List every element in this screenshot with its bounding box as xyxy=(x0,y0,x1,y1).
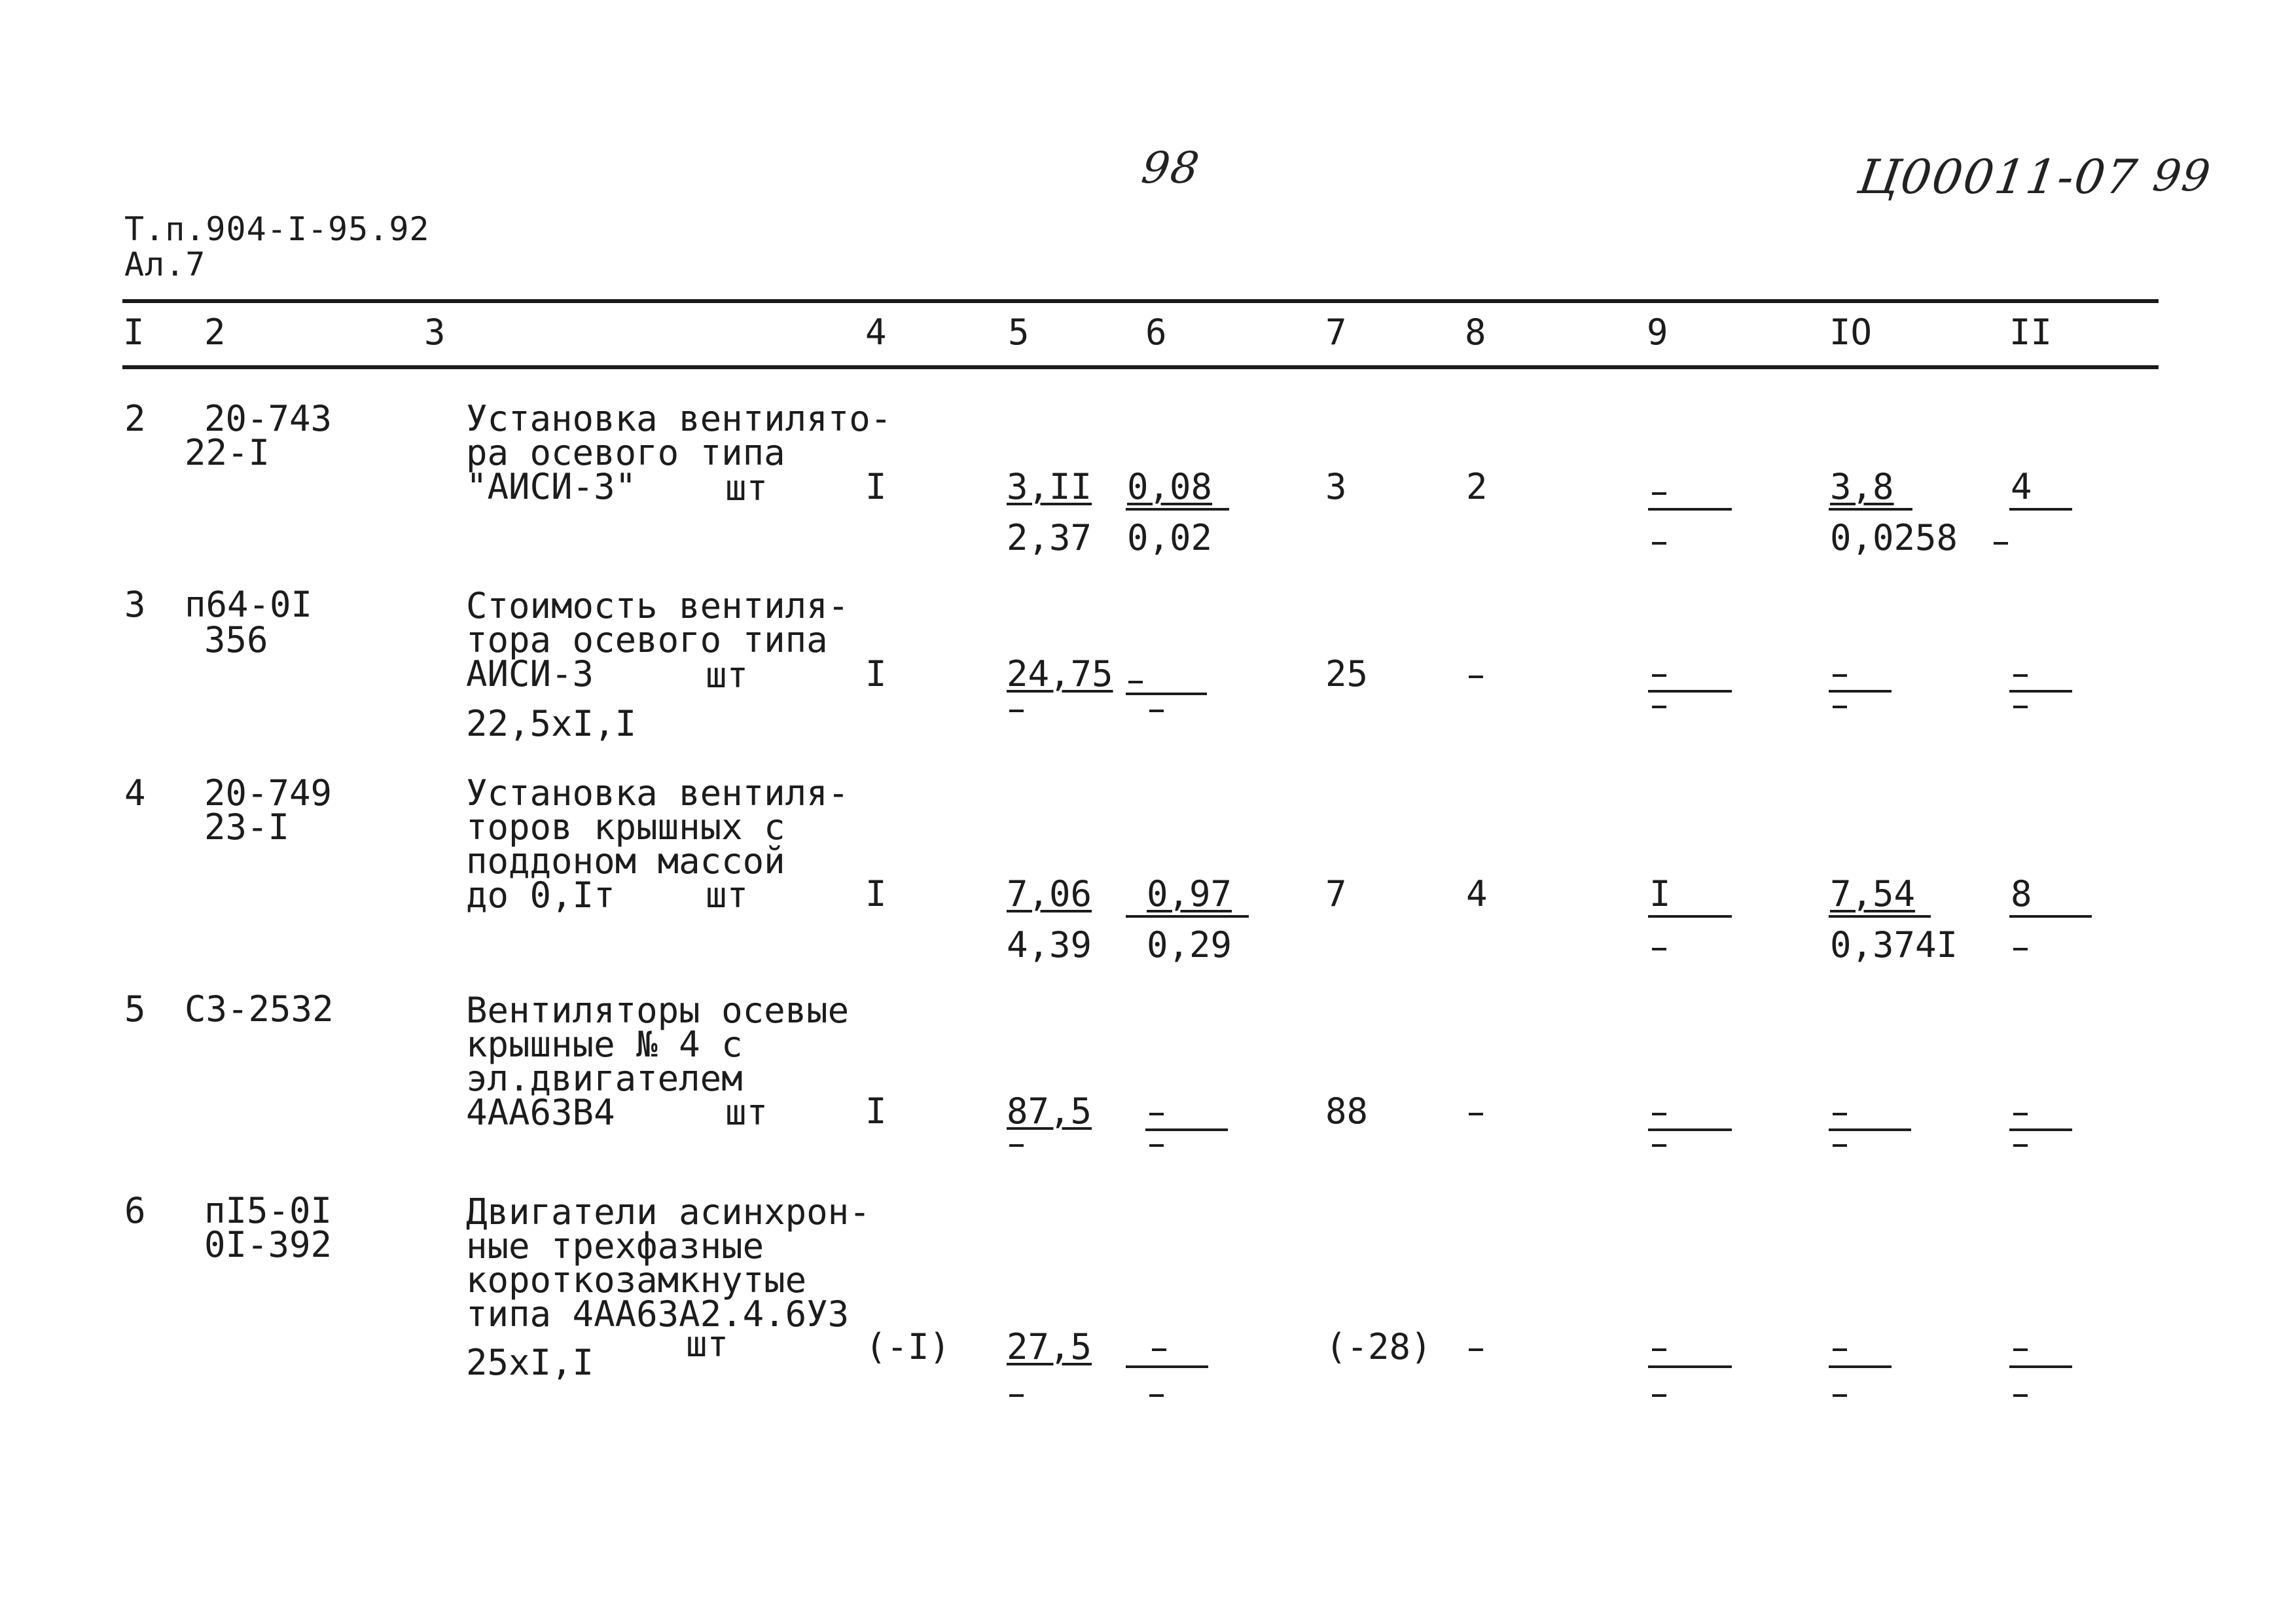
col8-value: 2 xyxy=(1466,466,1488,507)
fraction-bar xyxy=(1829,690,1892,693)
column-number-9: 9 xyxy=(1647,312,1668,353)
quantity: I xyxy=(865,1091,887,1132)
fraction-bar xyxy=(1829,915,1931,918)
col7-value: 25 xyxy=(1325,653,1369,695)
fraction-bar xyxy=(1829,508,1912,511)
col7-value: (-28) xyxy=(1325,1326,1432,1367)
unit-of-measure: шт xyxy=(725,467,768,509)
row-number: 6 xyxy=(124,1190,146,1231)
col6-top-value xyxy=(1152,1348,1166,1351)
col6-top-value xyxy=(1128,681,1143,683)
resource-formula: 25хI,I xyxy=(466,1342,594,1383)
col11-top-value xyxy=(2013,674,2028,677)
fraction-bar xyxy=(2009,1365,2072,1368)
fraction-bar xyxy=(1126,508,1229,511)
fraction-bar xyxy=(1648,508,1732,511)
fraction-bar xyxy=(1126,915,1249,918)
sheet-number: Ал.7 xyxy=(124,245,206,283)
rate-code: С3-2532 xyxy=(185,988,334,1030)
unit-of-measure: шт xyxy=(725,1092,768,1133)
col5-top-value: 87,5 xyxy=(1007,1091,1092,1132)
row-number: 2 xyxy=(124,398,146,439)
col10-top-value: 3,8 xyxy=(1830,466,1894,507)
rate-code: 22-I xyxy=(185,432,270,473)
column-number-11: II xyxy=(2009,312,2053,353)
rate-code: п64-0I xyxy=(185,584,313,625)
col9-bottom-value xyxy=(1652,542,1666,545)
column-number-8: 8 xyxy=(1465,312,1486,353)
fraction-bar xyxy=(1829,1365,1892,1368)
rate-code: 20-743 xyxy=(204,398,332,439)
col10-bottom-value: 0,0258 xyxy=(1830,517,1958,558)
fraction-bar xyxy=(2009,508,2072,511)
resource-formula: 22,5хI,I xyxy=(466,703,637,744)
col10-top-value xyxy=(1833,1113,1847,1115)
col11-bottom-value xyxy=(2013,1144,2028,1147)
work-description: Установка вентиля- торов крышных с поддоном массой до 0,Iт xyxy=(466,772,850,916)
work-description: Вентиляторы осевые крышные № 4 с эл.двигателем 4АА63В4 xyxy=(466,990,850,1133)
page-number-right: 99 xyxy=(2149,151,2215,201)
col5-top-value: 27,5 xyxy=(1007,1326,1092,1367)
col11-top-value xyxy=(2013,1113,2028,1115)
table-top-rule xyxy=(122,299,2159,303)
fraction-bar xyxy=(2009,690,2072,693)
col10-bottom-value: 0,374I xyxy=(1830,924,1958,965)
col9-top-value xyxy=(1652,1113,1666,1115)
rate-code: 356 xyxy=(204,619,268,660)
col5-top-value: 3,II xyxy=(1007,466,1092,507)
col9-top-value xyxy=(1652,492,1666,495)
col11-top-value xyxy=(2013,1348,2028,1351)
column-number-3: 3 xyxy=(424,312,446,353)
col9-bottom-value xyxy=(1652,1394,1666,1397)
col9-bottom-value xyxy=(1652,706,1666,708)
col7-value: 3 xyxy=(1325,466,1347,507)
col6-bottom-value: 0,29 xyxy=(1147,924,1232,965)
fraction-bar xyxy=(1126,1365,1208,1368)
column-number-10: IO xyxy=(1829,312,1873,353)
quantity: I xyxy=(865,873,887,914)
col6-bottom-value xyxy=(1149,710,1164,712)
col10-top-value xyxy=(1833,1348,1847,1351)
project-number: Т.п.904-I-95.92 xyxy=(124,210,430,248)
col11-bottom-value xyxy=(2013,1394,2028,1397)
col9-top-value xyxy=(1652,1348,1666,1351)
col10-bottom-value xyxy=(1833,1394,1847,1397)
col9-bottom-value xyxy=(1652,948,1666,950)
col5-bottom-value: 4,39 xyxy=(1007,924,1092,965)
fraction-bar xyxy=(2009,915,2092,918)
column-number-4: 4 xyxy=(865,312,887,353)
work-description: Двигатели асинхрон- ные трехфазные короткозамкнутые типа 4АА63А2.4.6У3 xyxy=(466,1191,870,1335)
fraction-bar xyxy=(1145,1128,1228,1131)
column-number-2: 2 xyxy=(204,312,226,353)
col6-bottom-value xyxy=(1149,1144,1164,1147)
rate-code: 23-I xyxy=(204,806,290,848)
row-number: 3 xyxy=(124,584,146,625)
col6-top-value xyxy=(1149,1113,1164,1115)
col9-top-value xyxy=(1652,674,1666,677)
fraction-bar xyxy=(1126,693,1207,695)
fraction-bar xyxy=(1648,690,1732,693)
col11-top-value: 4 xyxy=(2011,466,2032,507)
quantity: I xyxy=(865,466,887,507)
unit-of-measure: шт xyxy=(686,1324,729,1365)
column-number-1: I xyxy=(123,312,145,353)
col5-bottom-value xyxy=(1009,1394,1024,1397)
rate-code: 20-749 xyxy=(204,772,332,814)
col5-bottom-value xyxy=(1009,710,1024,712)
col6-top-value: 0,08 xyxy=(1127,466,1213,507)
col6-top-value: 0,97 xyxy=(1147,873,1232,914)
col6-bottom-value xyxy=(1149,1394,1164,1397)
unit-of-measure: шт xyxy=(706,655,749,696)
rate-code: 0I-392 xyxy=(204,1224,332,1265)
quantity: I xyxy=(865,653,887,695)
col11-bottom-value xyxy=(1994,542,2008,545)
col11-bottom-value xyxy=(2013,948,2028,950)
col10-bottom-value xyxy=(1833,1144,1847,1147)
col7-value: 7 xyxy=(1325,873,1347,914)
col8-value xyxy=(1469,1113,1483,1115)
col8-value xyxy=(1469,1348,1483,1351)
col9-top-value: I xyxy=(1649,873,1671,914)
table-header-rule xyxy=(122,365,2159,369)
column-number-7: 7 xyxy=(1325,312,1347,353)
unit-of-measure: шт xyxy=(706,875,749,916)
work-description: Установка вентилято- ра осевого типа "АИСИ-3" xyxy=(466,398,892,507)
col8-value: 4 xyxy=(1466,873,1488,914)
col9-bottom-value xyxy=(1652,1144,1666,1147)
document-code: Ц00011-07 xyxy=(1855,149,2142,204)
column-number-5: 5 xyxy=(1008,312,1030,353)
col10-bottom-value xyxy=(1833,706,1847,708)
col11-top-value: 8 xyxy=(2011,873,2032,914)
quantity: (-I) xyxy=(865,1326,951,1367)
rate-code: пI5-0I xyxy=(204,1190,332,1231)
col10-top-value: 7,54 xyxy=(1830,873,1916,914)
fraction-bar xyxy=(1829,1128,1911,1131)
page-number-left: 98 xyxy=(1138,143,1204,193)
col8-value xyxy=(1469,676,1483,678)
col10-top-value xyxy=(1833,674,1847,677)
col11-bottom-value xyxy=(2013,706,2028,708)
row-number: 5 xyxy=(124,988,146,1030)
fraction-bar xyxy=(1648,1365,1732,1368)
col5-top-value: 7,06 xyxy=(1007,873,1092,914)
col5-bottom-value xyxy=(1009,1144,1024,1147)
col5-bottom-value: 2,37 xyxy=(1007,517,1092,558)
fraction-bar xyxy=(1648,1128,1732,1131)
fraction-bar xyxy=(2009,1128,2072,1131)
fraction-bar xyxy=(1648,915,1732,918)
column-number-6: 6 xyxy=(1145,312,1167,353)
work-description: Стоимость вентиля- тора осевого типа АИСИ-3 xyxy=(466,585,850,695)
col7-value: 88 xyxy=(1325,1091,1369,1132)
col5-top-value: 24,75 xyxy=(1007,653,1113,695)
col6-bottom-value: 0,02 xyxy=(1127,517,1213,558)
row-number: 4 xyxy=(124,772,146,814)
